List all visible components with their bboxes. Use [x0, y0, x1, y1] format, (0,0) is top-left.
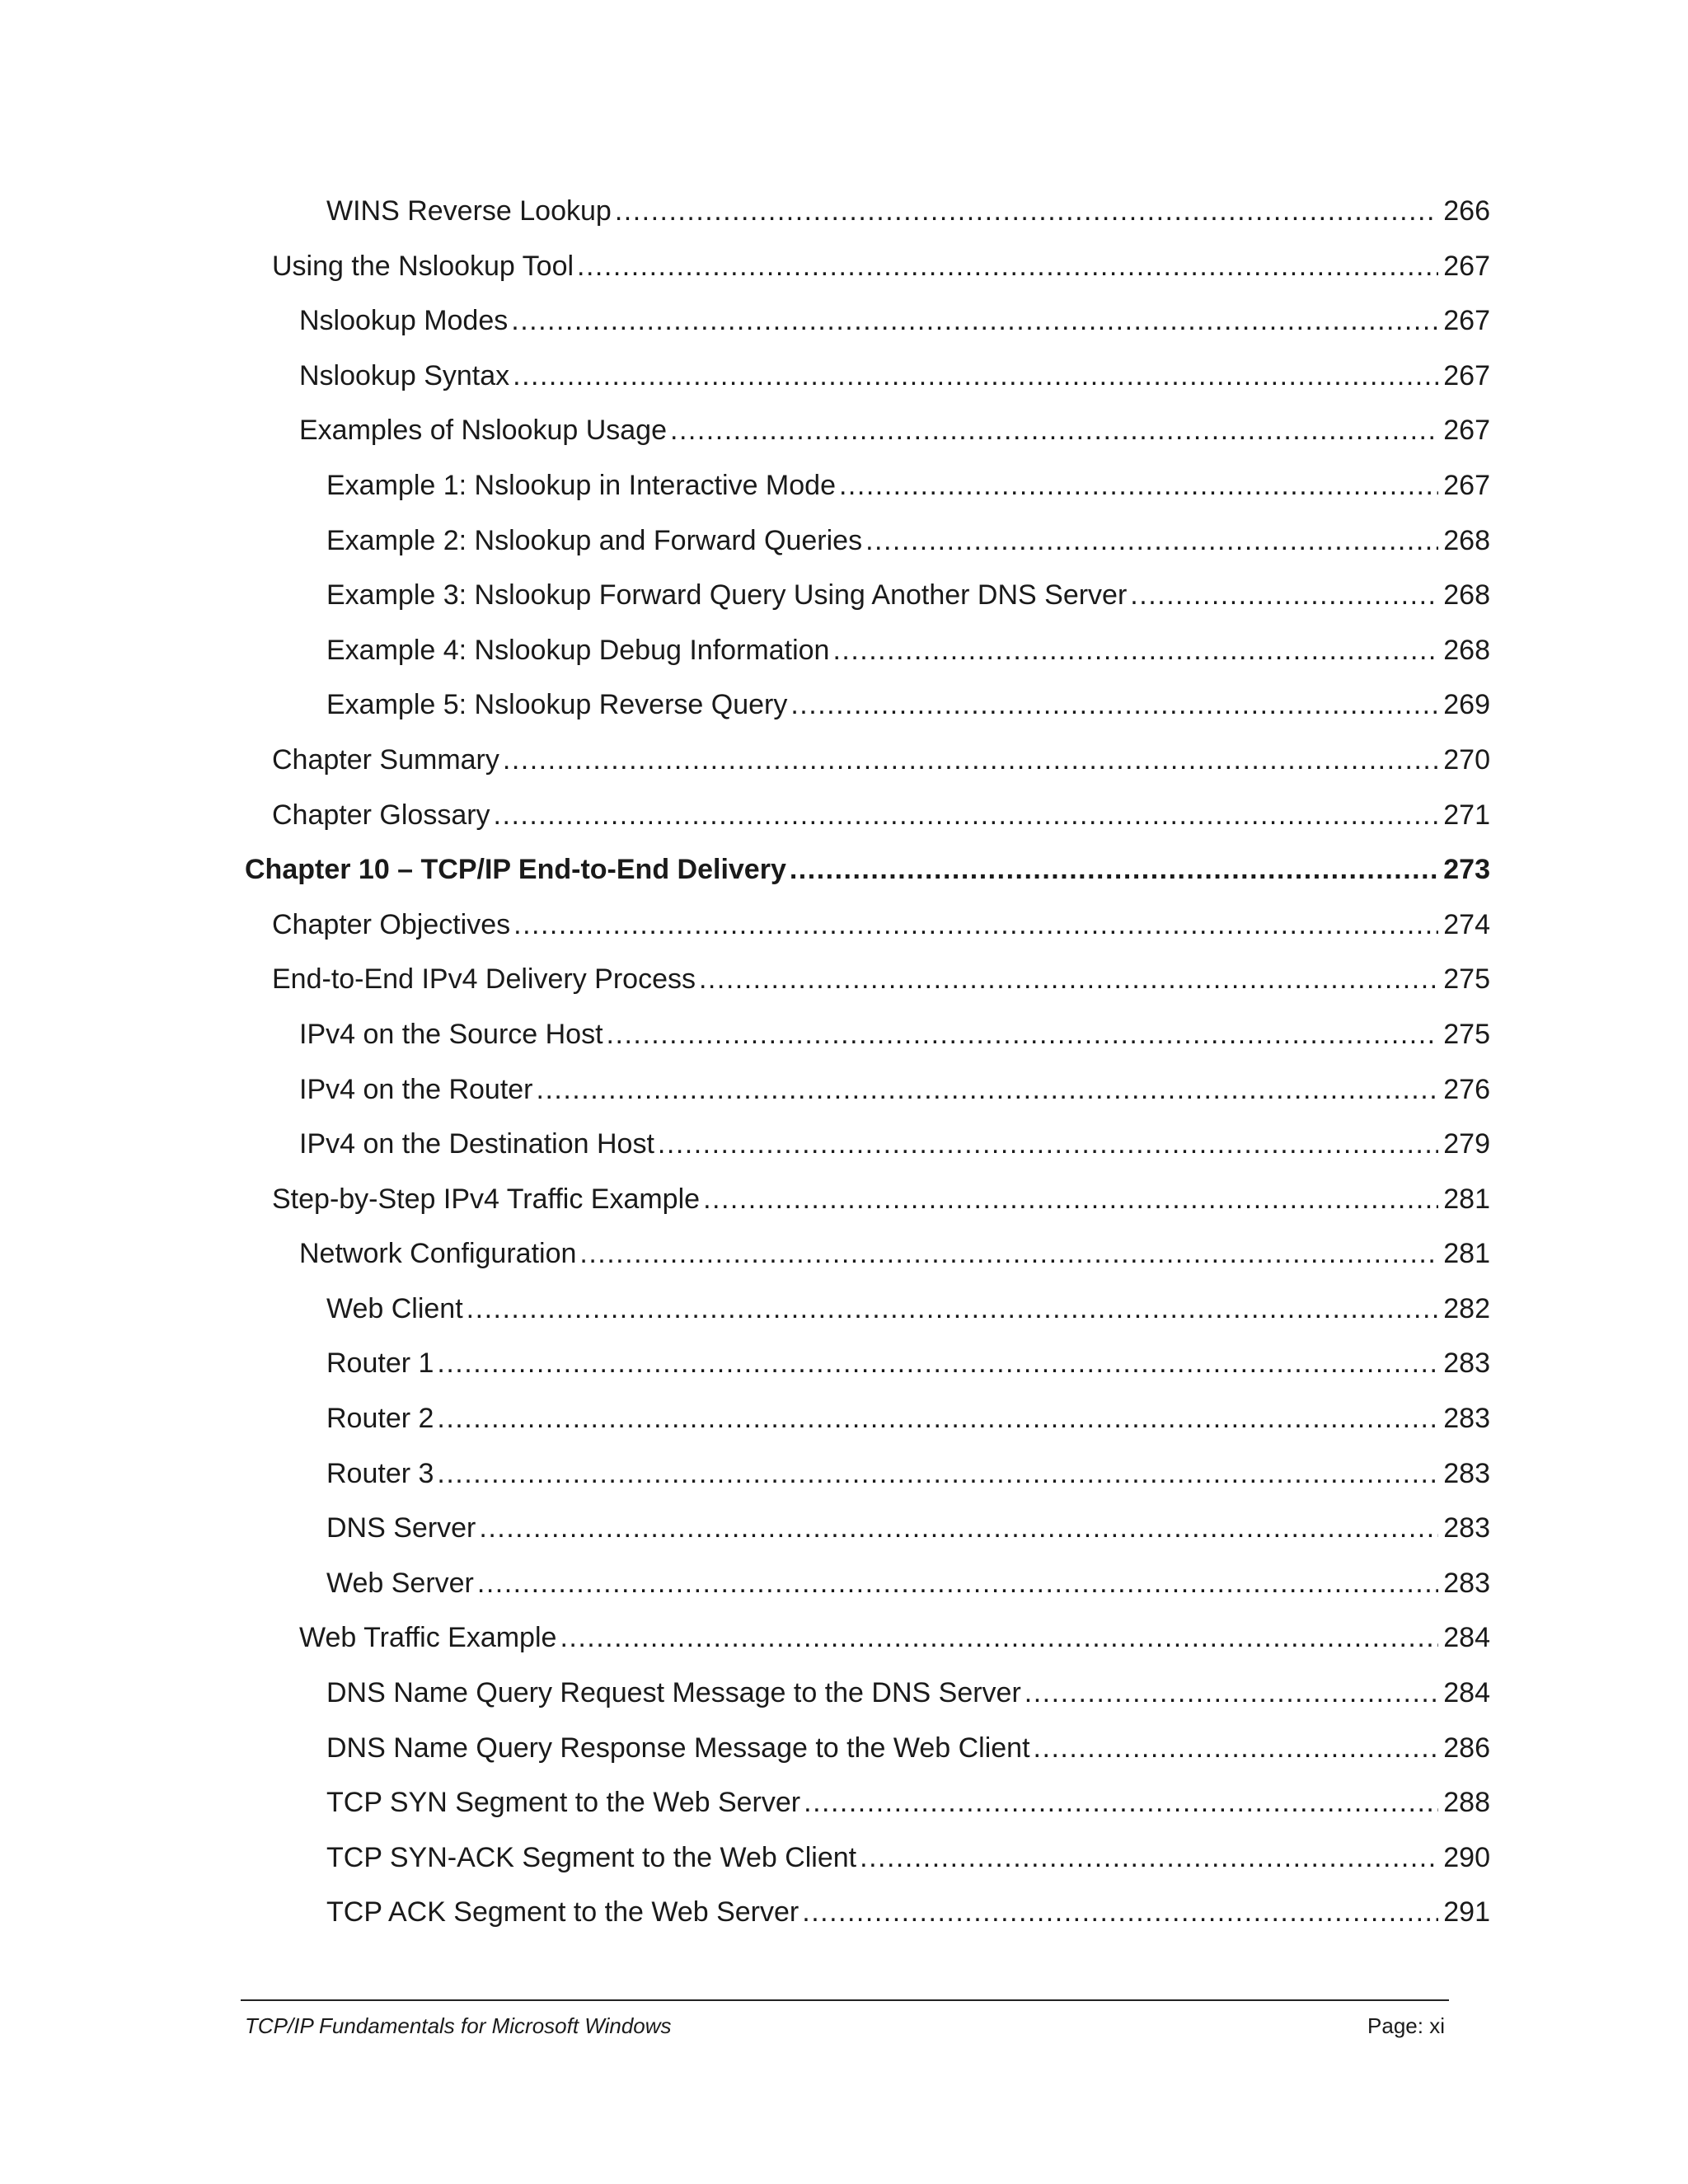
toc-dot-leader — [1034, 1732, 1439, 1765]
toc-dot-leader — [579, 1237, 1438, 1270]
toc-entry-title: Web Client — [326, 1292, 463, 1324]
toc-entry[interactable] — [245, 1621, 1490, 1676]
toc-entry[interactable] — [245, 634, 1490, 689]
toc-dot-leader — [607, 1018, 1439, 1051]
toc-entry-page: 267 — [1443, 415, 1490, 447]
toc-dot-leader — [560, 1621, 1438, 1654]
toc-entry-page: 268 — [1443, 524, 1490, 556]
toc-entry-page: 269 — [1443, 689, 1490, 721]
toc-entry-page: 266 — [1443, 195, 1490, 227]
toc-entry[interactable] — [245, 1896, 1490, 1951]
toc-entry-title: Router 2 — [326, 1403, 434, 1435]
toc-entry[interactable] — [245, 1457, 1490, 1512]
footer-rule — [241, 1999, 1449, 2001]
toc-dot-leader — [703, 1183, 1438, 1216]
toc-entry[interactable] — [245, 194, 1490, 250]
toc-entry[interactable] — [245, 799, 1490, 854]
toc-entry-title: Example 5: Nslookup Reverse Query — [326, 689, 788, 721]
toc-entry[interactable] — [245, 579, 1490, 634]
toc-entry-page: 283 — [1443, 1403, 1490, 1435]
toc-entry-title: Using the Nslookup Tool — [272, 250, 574, 282]
toc-dot-leader — [437, 1402, 1438, 1435]
toc-entry[interactable] — [245, 414, 1490, 469]
toc-entry-page: 290 — [1443, 1841, 1490, 1873]
toc-entry-title: TCP ACK Segment to the Web Server — [326, 1896, 799, 1929]
toc-dot-leader — [802, 1896, 1438, 1929]
toc-dot-leader — [832, 634, 1438, 667]
toc-entry-page: 288 — [1443, 1787, 1490, 1819]
toc-entry-title: Chapter Objectives — [272, 908, 511, 940]
toc-entry-title: Example 2: Nslookup and Forward Queries — [326, 524, 863, 556]
toc-entry[interactable] — [245, 1127, 1490, 1183]
toc-entry[interactable] — [245, 743, 1490, 799]
toc-entry-page: 271 — [1443, 799, 1490, 831]
toc-dot-leader — [537, 1073, 1439, 1106]
toc-entry[interactable] — [245, 1237, 1490, 1292]
toc-entry-page: 267 — [1443, 359, 1490, 391]
toc-entry[interactable] — [245, 1732, 1490, 1787]
toc-entry-page: 284 — [1443, 1677, 1490, 1709]
toc-entry[interactable] — [245, 1841, 1490, 1896]
toc-dot-leader — [513, 359, 1438, 392]
toc-entry-title: DNS Name Query Response Message to the Web Client — [326, 1732, 1030, 1764]
toc-entry-page: 283 — [1443, 1512, 1490, 1544]
toc-entry-title: Examples of Nslookup Usage — [299, 415, 668, 447]
toc-dot-leader — [1130, 579, 1438, 612]
toc-dot-leader — [658, 1127, 1438, 1160]
toc-dot-leader — [615, 194, 1438, 227]
toc-entry[interactable] — [245, 1073, 1490, 1128]
table-of-contents — [245, 194, 1490, 1951]
toc-entry-title: Router 3 — [326, 1457, 434, 1489]
toc-entry-page: 283 — [1443, 1347, 1490, 1380]
toc-entry-title: IPv4 on the Destination Host — [299, 1128, 654, 1160]
toc-entry-title: TCP SYN Segment to the Web Server — [326, 1787, 801, 1819]
toc-dot-leader — [804, 1786, 1438, 1819]
toc-entry-title: Nslookup Syntax — [299, 359, 510, 391]
toc-entry-page: 268 — [1443, 634, 1490, 666]
toc-dot-leader — [513, 908, 1438, 941]
toc-entry-page: 267 — [1443, 469, 1490, 501]
toc-entry-page: 286 — [1443, 1732, 1490, 1764]
toc-entry-title: Step-by-Step IPv4 Traffic Example — [272, 1183, 701, 1215]
toc-dot-leader — [503, 743, 1438, 776]
toc-dot-leader — [860, 1841, 1438, 1874]
toc-entry-title: Network Configuration — [299, 1238, 577, 1270]
toc-entry-page: 275 — [1443, 963, 1490, 996]
toc-entry-page: 283 — [1443, 1567, 1490, 1599]
toc-entry[interactable] — [245, 469, 1490, 524]
toc-entry[interactable] — [245, 1567, 1490, 1622]
toc-entry-title: Chapter Summary — [272, 743, 499, 776]
toc-entry-page: 281 — [1443, 1238, 1490, 1270]
toc-entry[interactable] — [245, 853, 1490, 908]
toc-entry-page: 268 — [1443, 579, 1490, 612]
toc-entry-title: TCP SYN-ACK Segment to the Web Client — [326, 1841, 857, 1873]
toc-entry[interactable] — [245, 908, 1490, 963]
toc-entry[interactable] — [245, 688, 1490, 743]
toc-entry-title: Nslookup Modes — [299, 305, 509, 337]
toc-entry-title: WINS Reverse Lookup — [326, 195, 612, 227]
toc-entry[interactable] — [245, 1402, 1490, 1457]
toc-entry-title: DNS Server — [326, 1512, 476, 1544]
toc-dot-leader — [437, 1347, 1438, 1380]
toc-entry[interactable] — [245, 1018, 1490, 1073]
toc-dot-leader — [699, 963, 1438, 996]
toc-entry-title: Example 1: Nslookup in Interactive Mode — [326, 469, 836, 501]
toc-entry-title: Web Traffic Example — [299, 1622, 557, 1654]
toc-entry-page: 284 — [1443, 1622, 1490, 1654]
toc-dot-leader — [511, 304, 1438, 337]
toc-entry-page: 282 — [1443, 1292, 1490, 1324]
toc-entry-title: Router 1 — [326, 1347, 434, 1380]
toc-dot-leader — [467, 1292, 1439, 1325]
toc-entry-title: Web Server — [326, 1567, 474, 1599]
toc-entry-title: DNS Name Query Request Message to the DNS Server — [326, 1677, 1021, 1709]
toc-entry[interactable] — [245, 1292, 1490, 1347]
toc-dot-leader — [865, 524, 1438, 557]
toc-entry[interactable] — [245, 304, 1490, 359]
toc-dot-leader — [477, 1567, 1438, 1600]
toc-entry-page: 283 — [1443, 1457, 1490, 1489]
toc-dot-leader — [790, 688, 1438, 721]
toc-entry[interactable] — [245, 1676, 1490, 1732]
toc-entry[interactable] — [245, 359, 1490, 415]
toc-entry-page: 275 — [1443, 1018, 1490, 1050]
toc-entry-page: 281 — [1443, 1183, 1490, 1215]
toc-entry[interactable] — [245, 1511, 1490, 1567]
toc-entry-title: Example 4: Nslookup Debug Information — [326, 634, 830, 666]
toc-dot-leader — [1025, 1676, 1438, 1709]
toc-entry-page: 273 — [1443, 854, 1490, 886]
toc-entry-page: 274 — [1443, 908, 1490, 940]
toc-entry[interactable] — [245, 1786, 1490, 1841]
toc-entry-page: 267 — [1443, 305, 1490, 337]
toc-entry[interactable] — [245, 1183, 1490, 1238]
toc-entry-page: 276 — [1443, 1073, 1490, 1105]
toc-entry-page: 291 — [1443, 1896, 1490, 1929]
toc-dot-leader — [839, 469, 1438, 502]
footer-book-title: TCP/IP Fundamentals for Microsoft Windows — [245, 2013, 672, 2038]
toc-dot-leader — [479, 1511, 1438, 1544]
toc-entry-page: 270 — [1443, 743, 1490, 776]
toc-entry[interactable] — [245, 250, 1490, 305]
toc-dot-leader — [494, 799, 1439, 832]
toc-entry-title: IPv4 on the Source Host — [299, 1018, 603, 1050]
toc-dot-leader — [437, 1457, 1438, 1490]
footer-page-number: Page: xi — [1367, 2013, 1445, 2038]
toc-entry-title: IPv4 on the Router — [299, 1073, 533, 1105]
toc-entry-title: Chapter Glossary — [272, 799, 490, 831]
toc-entry-title: Example 3: Nslookup Forward Query Using Another DNS Server — [326, 579, 1128, 612]
toc-dot-leader — [577, 250, 1438, 283]
toc-entry-page: 267 — [1443, 250, 1490, 282]
toc-entry-page: 279 — [1443, 1128, 1490, 1160]
toc-entry[interactable] — [245, 1347, 1490, 1402]
toc-dot-leader — [670, 414, 1438, 447]
toc-entry-title: Chapter 10 – TCP/IP End-to-End Delivery — [245, 854, 786, 886]
toc-dot-leader — [790, 853, 1438, 886]
toc-entry-title: End-to-End IPv4 Delivery Process — [272, 963, 696, 996]
toc-entry[interactable] — [245, 524, 1490, 579]
toc-entry[interactable] — [245, 963, 1490, 1018]
